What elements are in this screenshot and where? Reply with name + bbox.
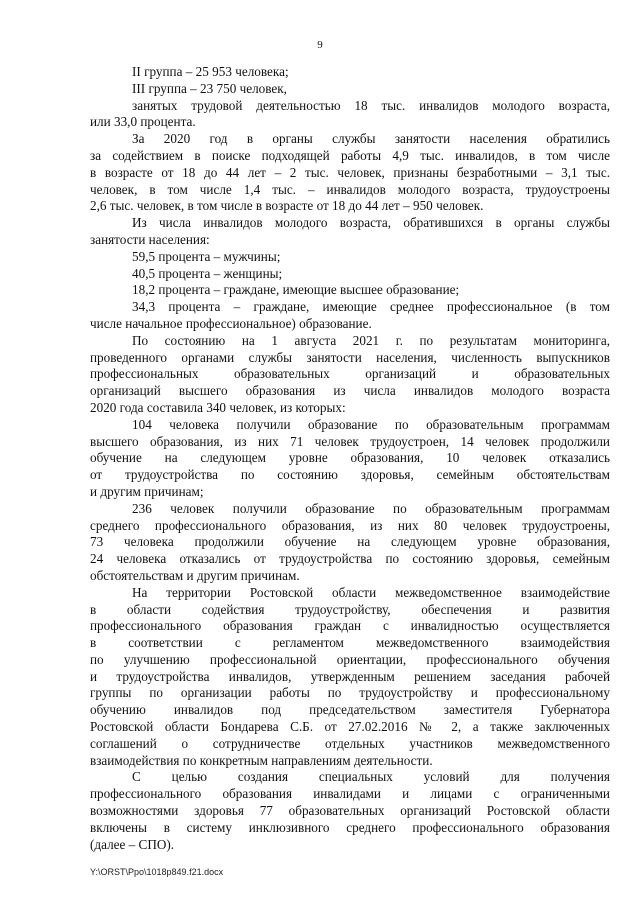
text-line: 2020 года составила 340 человек, из которых: <box>90 399 346 415</box>
document-body <box>90 64 610 853</box>
text-line: соглашений о сотрудничестве отдельных участников межведомственного <box>90 735 610 751</box>
text-line: 24 человека отказались от трудоустройства по состоянию здоровья, семейным <box>90 551 610 567</box>
text-line: 59,5 процента – мужчины; <box>132 248 281 264</box>
text-line: С целью создания специальных условий для получения <box>132 769 610 785</box>
text-line: III группа – 23 750 человек, <box>132 80 287 96</box>
text-line: организаций высшего образования из числа инвалидов молодого возраста <box>90 383 610 399</box>
text-line: обучение на следующем уровне образования, 10 человек отказались <box>90 450 610 466</box>
text-line: взаимодействия по конкретным направлениям деятельности. <box>90 752 433 768</box>
text-line: числе начальное профессиональное) образование. <box>90 315 372 331</box>
text-line: включены в систему инклюзивного среднего профессионального образования <box>90 819 610 835</box>
text-line: 34,3 процента – граждане, имеющие среднее профессиональное (в том <box>132 299 610 315</box>
text-line: 104 человека получили образование по образовательным программам <box>132 416 610 432</box>
text-line: За 2020 год в органы службы занятости населения обратились <box>132 131 610 147</box>
text-line: занятых трудовой деятельностью 18 тыс. инвалидов молодого возраста, <box>132 97 610 113</box>
text-line: возможностями здоровья 77 образовательных организаций Ростовской области <box>90 803 610 819</box>
text-line: среднего профессионального образования, из них 80 человек трудоустроены, <box>90 517 610 533</box>
text-line: II группа – 25 953 человека; <box>132 64 289 79</box>
page-number: 9 <box>317 39 323 51</box>
text-line: Из числа инвалидов молодого возраста, обратившихся в органы службы <box>132 215 610 231</box>
text-line: в соответствии с регламентом межведомственного взаимодействия <box>90 635 610 651</box>
text-line: Ростовской области Бондарева С.Б. от 27.02.2016 № 2, а также заключенных <box>90 719 610 735</box>
text-line: обучению инвалидов под председательством заместителя Губернатора <box>90 702 610 718</box>
text-line: 40,5 процента – женщины; <box>132 265 283 281</box>
text-line: за содействием в поиске подходящей работы 4,9 тыс. инвалидов, в том числе <box>90 147 610 163</box>
text-line: человек, в том числе 1,4 тыс. – инвалидов молодого возраста, трудоустроены <box>90 181 610 197</box>
text-line: профессионального образования инвалидами и лицами с ограниченными <box>90 786 610 802</box>
text-line: в возрасте от 18 до 44 лет – 2 тыс. человек, признаны безработными – 3,1 тыс. <box>90 164 610 180</box>
text-line: проведенного органами службы занятости населения, численность выпускников <box>90 349 610 365</box>
text-line: высшего образования, из них 71 человек трудоустроен, 14 человек продолжили <box>90 433 610 449</box>
text-line: и другим причинам; <box>90 483 204 499</box>
text-line: 18,2 процента – граждане, имеющие высшее образование; <box>132 282 460 298</box>
text-line: 73 человека продолжили обучение на следующем уровне образования, <box>90 534 610 550</box>
text-line: в области содействия трудоустройству, обеспечения и развития <box>90 601 610 617</box>
text-line: по улучшению профессиональной ориентации, профессионального обучения <box>90 651 610 667</box>
text-line: или 33,0 процента. <box>90 114 196 130</box>
text-line: обстоятельствам и другим причинам. <box>90 567 300 583</box>
text-line: По состоянию на 1 августа 2021 г. по результатам мониторинга, <box>132 332 610 348</box>
text-line: и трудоустройства инвалидов, утвержденным решением заседания рабочей <box>90 668 610 684</box>
text-line: (далее – СПО). <box>90 836 175 852</box>
text-line: На территории Ростовской области межведомственное взаимодействие <box>132 584 610 600</box>
text-line: профессионального образования граждан с инвалидностью осуществляется <box>90 618 610 634</box>
text-line: 2,6 тыс. человек, в том числе в возрасте от 18 до 44 лет – 950 человек. <box>90 198 484 214</box>
text-line: от трудоустройства по состоянию здоровья, семейным обстоятельствам <box>90 467 610 483</box>
text-line: группы по организации работы по трудоустройству и профессиональному <box>90 685 610 701</box>
file-path-footer: Y:\ORST\Ppo\1018p849.f21.docx <box>90 867 224 877</box>
text-line: занятости населения: <box>90 231 210 247</box>
text-line: профессиональных образовательных организаций и образовательных <box>90 366 610 382</box>
text-line: 236 человек получили образование по образовательным программам <box>132 500 610 516</box>
